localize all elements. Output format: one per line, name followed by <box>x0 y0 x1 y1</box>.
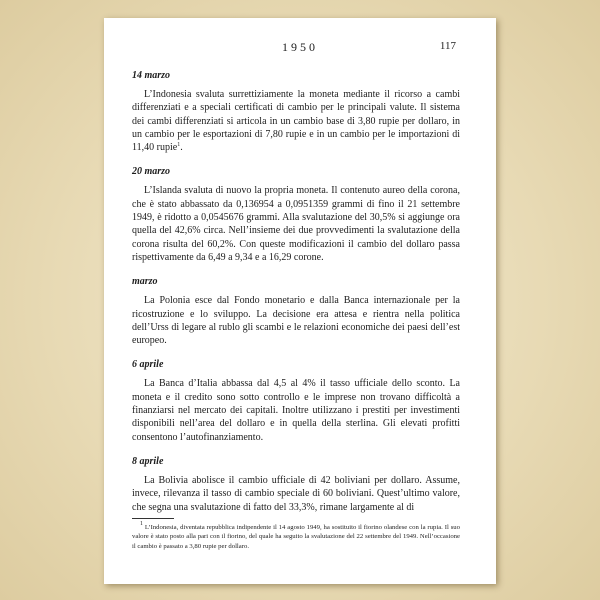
page-number: 117 <box>439 40 456 52</box>
entry-date: 20 marzo <box>132 166 171 178</box>
entry-date: marzo <box>132 276 158 288</box>
book-page <box>104 18 496 584</box>
entry-6-aprile <box>132 359 460 443</box>
entry-text: La Polonia esce dal Fondo monetario e dalla Banca internazionale per la ricostruzione e lo sviluppo. La decisione era attesa e rientra nella politica dell’Urss di legare al rublo gli scambi e le relazioni economiche dei paesi dell’est europeo. <box>132 295 460 347</box>
entry-marzo <box>132 276 460 347</box>
entry-14-marzo <box>132 70 460 154</box>
entry-text-body: L’Indonesia svaluta surrettiziamente la moneta mediante il ricorso a cambi differenziati e a speciali certificati di cambio per le principali valute. Il sistema dei cambi differenziati si articola in un cambio base di 3,80 rupie per dollaro, in un cambio per le esportazioni di 7,80 rupie e in un cambio per le importazioni di 11,40 rupie <box>132 89 460 154</box>
entry-date: 8 aprile <box>132 455 164 467</box>
footnote-divider <box>132 518 174 519</box>
entry-text: L’Indonesia svaluta surrettiziamente la moneta mediante il ricorso a cambi differenziati e a speciali certificati di cambio per le principali valute. Il sistema dei cambi differenziati si articola in un cambio base di 3,80 rupie per dollaro, in un cambio per le esportazioni di 7,80 rupie e in un cambio per le importazioni di 11,40 rupie$^1$. <box>132 89 460 154</box>
page-body <box>132 70 460 551</box>
footnote-text: L’Indonesia, diventata repubblica indipendente il 14 agosto 1949, ha sostituito il fiorino olandese con la rupia. Il suo valore è stato posto alla pari con il fiorino, del quale ha seguito la svalutazione del 22 settembre del 1949. Nell’occasione il cambio è passato a 3,80 rupie per dollaro. <box>132 523 460 550</box>
entry-20-marzo <box>132 166 460 264</box>
footnote-ref: 1 <box>177 142 181 149</box>
footnote-mark: 1 <box>140 520 143 527</box>
entry-text: La Banca d’Italia abbassa dal 4,5 al 4% il tasso ufficiale dello sconto. La moneta e il credito sono sotto controllo e le imprese non trovano difficoltà a finanziarsi nel mercato dei capitali. Inoltre utilizzano i prestiti per investimenti disponibili nell’area del dollaro e in quella della sterlina. Gli elevati profitti consentono l’autofinanziamento. <box>132 378 460 443</box>
running-head <box>104 40 496 56</box>
entry-8-aprile <box>132 456 460 514</box>
running-head-year: 1950 <box>282 40 318 54</box>
entry-date: 6 aprile <box>132 359 164 371</box>
footnote <box>132 520 460 552</box>
entry-text: L’Islanda svaluta di nuovo la propria moneta. Il contenuto aureo della corona, che è stato abbassato da 0,136954 a 0,0951359 grammi di fino il 21 settembre 1949, è ridotto a 0,0545676 grammi. Alla svalutazione del 30,5% si aggiunge ora quella del 42,6% circa. Nell’insieme dei due provvedimenti la svalutazione della corona risulta del 60,2%. Con queste modificazioni il cambio del dollaro passa rispettivamente da 6,49 a 9,34 e a 16,29 corone. <box>132 185 460 263</box>
entry-date: 14 marzo <box>132 70 171 81</box>
entry-text: La Bolivia abolisce il cambio ufficiale di 42 boliviani per dollaro. Assume, invece, rilevanza il tasso di cambio speciale di 60 boliviani. Quest’ultimo valore, che segna una svalutazione di fatto del 33,3%, rimane largamente al di <box>132 474 460 513</box>
